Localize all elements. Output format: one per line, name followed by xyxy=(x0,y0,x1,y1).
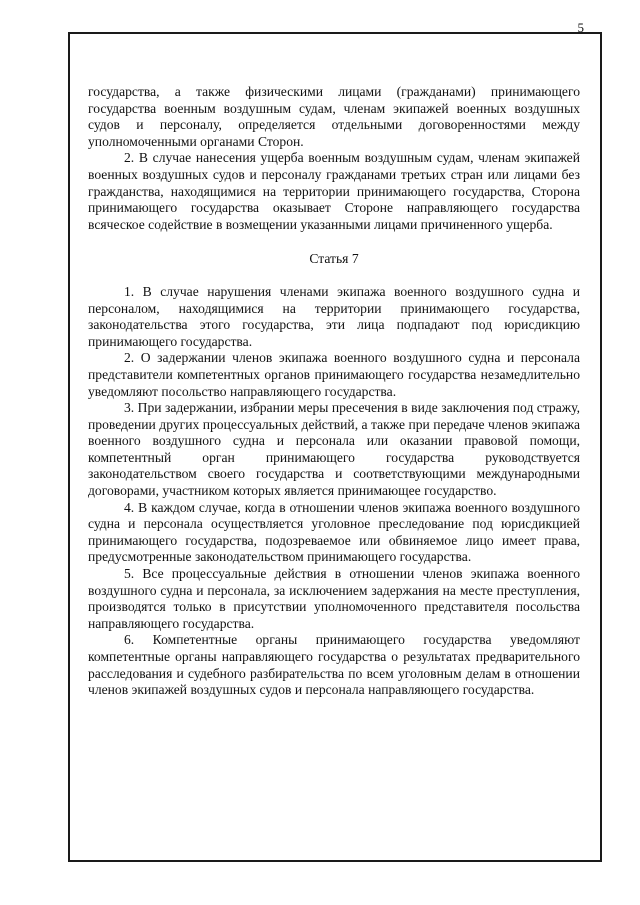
document-body xyxy=(88,84,580,699)
page-number: 5 xyxy=(577,20,584,35)
article-7-paragraph-5: 5. Все процессуальные действия в отношении членов экипажа военного воздушного судна и персонала, за исключением задержания на месте преступления, производятся только в присутствии уполномоченного представителя посольства направляющего государства. xyxy=(88,566,580,631)
article-7-paragraph-1: 1. В случае нарушения членами экипажа военного воздушного судна и персоналом, находящимися на территории принимающего государства, законодательства этого государства, эти лица подпадают под юрисдикцию принимающего государства. xyxy=(88,283,580,349)
article-7-paragraph-2: 2. О задержании членов экипажа военного воздушного судна и персонала представители компетентных органов принимающего государства незамедлительно уведомляют посольство направляющего государства. xyxy=(88,350,580,399)
article-7-paragraph-4: 4. В каждом случае, когда в отношении членов экипажа военного воздушного судна и персонала осуществляется уголовное преследование под юрисдикцией принимающего государства, подозреваемое или обвиняемое лицо имеет права, предусмотренные законодательством принимающего государства. xyxy=(88,499,580,565)
article-7-paragraph-3: 3. При задержании, избрании меры пресечения в виде заключения под стражу, проведении других процессуальных действий, а также при передаче членов экипажа военного воздушного судна и персонала или оказании правовой помощи, компетентный орган принимающего государства руководствуется законодательством своего государства и соответствующими международными договорами, участником которых является принимающее государство. xyxy=(88,400,580,499)
paragraph-2: 2. В случае нанесения ущерба военным воздушным судам, членам экипажей военных воздушных судов и персоналу гражданами третьих стран или лицами без гражданства, находящимися на территории принимающего государства, Сторона принимающего государства оказывает Стороне направляющего государства всяческое содействие в возмещении указанными лицами причиненного ущерба. xyxy=(88,150,580,232)
continued-paragraph: государства, а также физическими лицами (гражданами) принимающего государства военным воздушным судам, членам экипажей военных воздушных судов и персоналу, определяется отдельными договоренностями между уполномоченными органами Сторон. xyxy=(88,84,580,149)
article-heading: Статья 7 xyxy=(309,251,359,267)
article-7-paragraph-6: 6. Компетентные органы принимающего государства уведомляют компетентные органы направляющего государства о результатах предварительного расследования и судебного разбирательства по всем уголовным делам в отношении членов экипажей воздушных судов и персонала направляющего государства. xyxy=(88,632,580,698)
